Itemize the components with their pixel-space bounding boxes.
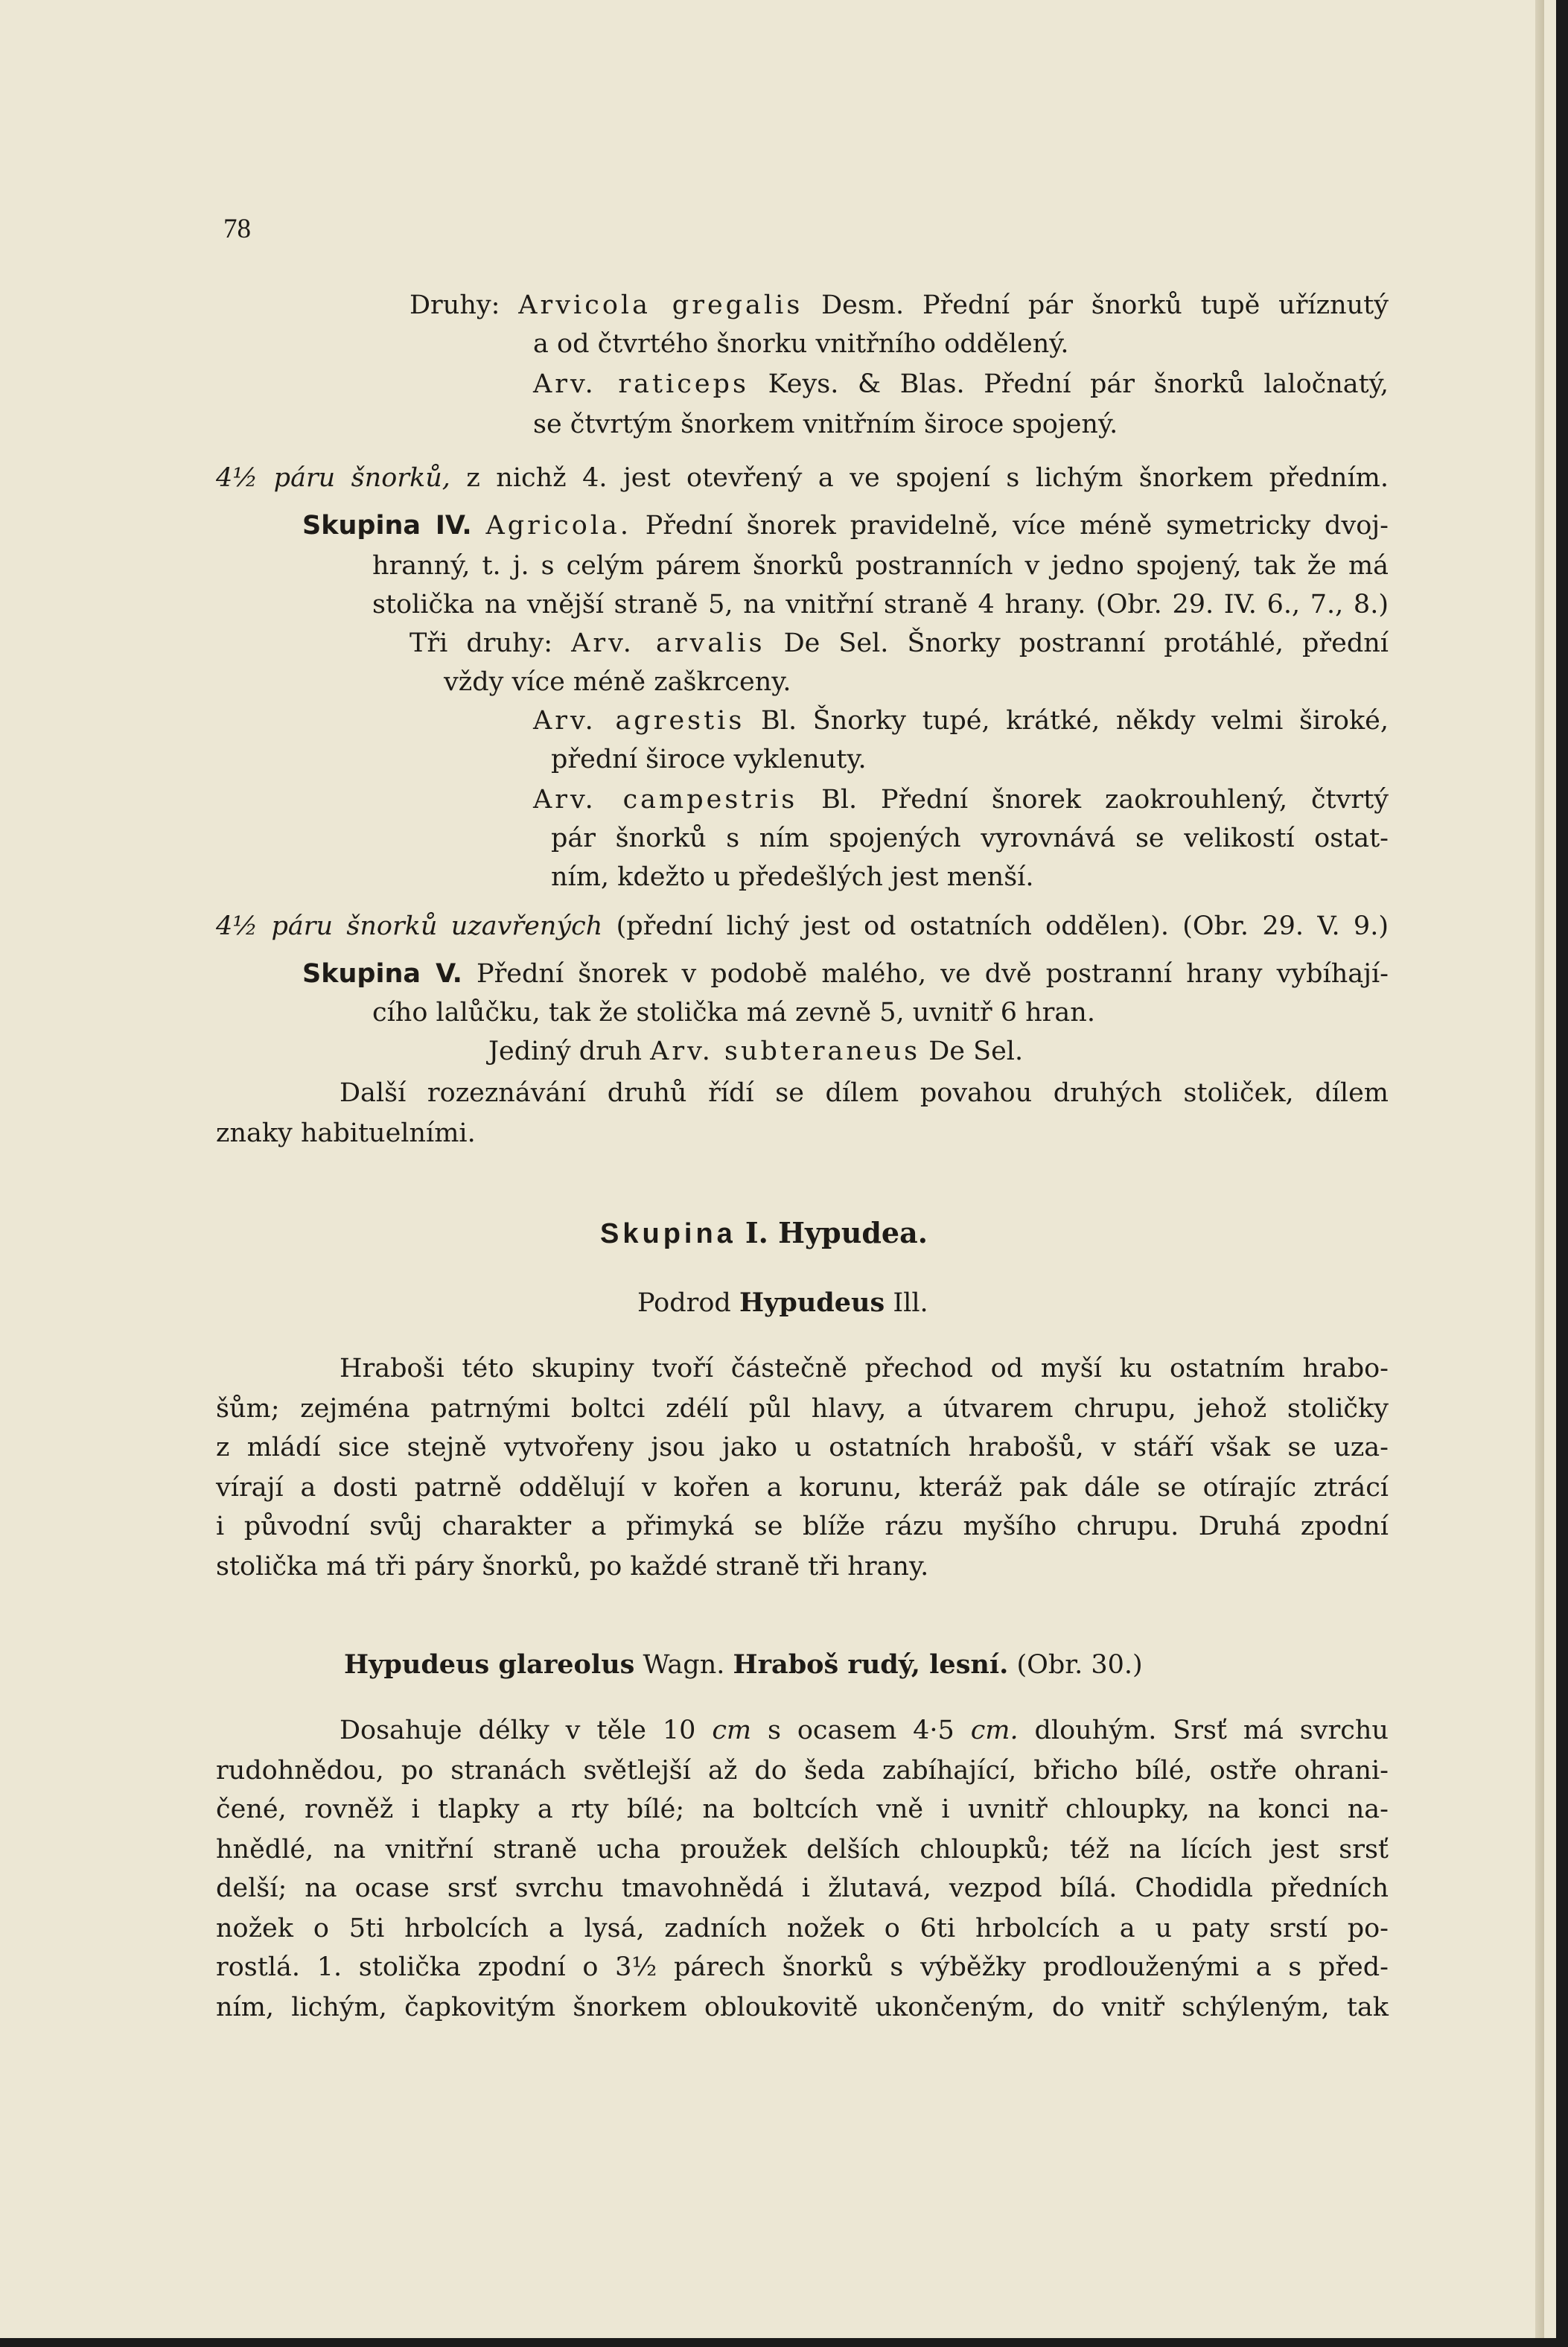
text-line: Arv. campestris Bl. Přední šnorek zaokrouhlený, čtvrtý xyxy=(533,785,1389,815)
text-line: Skupina IV. Agricola. Přední šnorek pravidelně, více méně symetricky dvoj- xyxy=(302,511,1389,541)
text-line: nožek o 5ti hrbolcích a lysá, zadních nožek o 6ti hrbolcích a u paty srstí po- xyxy=(216,1914,1389,1943)
text-line: rostlá. 1. stolička zpodní o 3½ párech šnorků s výběžky prodlouženými a s před- xyxy=(216,1952,1389,1982)
text-line: hranný, t. j. s celým párem šnorků postranních v jedno spojený, tak že má xyxy=(372,551,1389,581)
text-line: šům; zejména patrnými boltci zdélí půl hlavy, a útvarem chrupu, jehož stoličky xyxy=(216,1394,1389,1424)
text-line: vírají a dosti patrně oddělují v kořen a korunu, kteráž pak dále se otírajíc ztrácí xyxy=(216,1473,1389,1503)
text-line: ním, kdežto u předešlých jest menší. xyxy=(551,862,1034,892)
text-line: i původní svůj charakter a přimyká se blíže rázu myšího chrupu. Druhá zpodní xyxy=(216,1512,1389,1541)
text-line: se čtvrtým šnorkem vnitřním široce spojený. xyxy=(533,410,1118,439)
text-line: pár šnorků s ním spojených vyrovnává se velikostí ostat- xyxy=(551,824,1389,853)
text-line: hnědlé, na vnitřní straně ucha proužek delších chloupků; též na lících jest srsť xyxy=(216,1835,1389,1864)
text-line: Dosahuje délky v těle 10 cm s ocasem 4·5 cm. dlouhým. Srsť má svrchu xyxy=(340,1716,1389,1745)
text-line: 4½ páru šnorků, z nichž 4. jest otevřený a ve spojení s lichým šnorkem předním. xyxy=(216,463,1389,493)
text-line: Arv. agrestis Bl. Šnorky tupé, krátké, někdy velmi široké, xyxy=(533,706,1389,736)
species-heading: Hypudeus glareolus Wagn. Hraboš rudý, lesní. (Obr. 30.) xyxy=(344,1649,1143,1680)
text-line: Tři druhy: Arv. arvalis De Sel. Šnorky postranní protáhlé, přední xyxy=(409,628,1389,658)
text-line: cího lalůčku, tak že stolička má zevně 5, uvnitř 6 hran. xyxy=(372,998,1095,1028)
text-line: a od čtvrtého šnorku vnitřního oddělený. xyxy=(533,329,1069,359)
text-line: čené, rovněž i tlapky a rty bílé; na boltcích vně i uvnitř chloupky, na konci na- xyxy=(216,1795,1389,1824)
text-line: z mládí sice stejně vytvořeny jsou jako u ostatních hrabošů, v stáří však se uza- xyxy=(216,1433,1389,1462)
text-line: stolička má tři páry šnorků, po každé straně tři hrany. xyxy=(216,1552,929,1582)
subgenus-heading: Podrod Hypudeus Ill. xyxy=(637,1287,928,1318)
text-line: Arv. raticeps Keys. & Blas. Přední pár šnorků laločnatý, xyxy=(533,369,1389,399)
text-line: rudohnědou, po stranách světlejší až do šeda zabíhající, břicho bílé, ostře ohrani- xyxy=(216,1756,1389,1786)
text-line: Hraboši této skupiny tvoří částečně přechod od myší ku ostatním hrabo- xyxy=(340,1354,1389,1383)
text-line: stolička na vnější straně 5, na vnitřní straně 4 hrany. (Obr. 29. IV. 6., 7., 8.) xyxy=(372,590,1389,620)
page-edge xyxy=(1535,0,1544,2338)
text-line: znaky habituelními. xyxy=(216,1118,476,1148)
section-heading: Skupina I. Hypudea. xyxy=(600,1216,928,1249)
text-line: Druhy: Arvicola gregalis Desm. Přední pár šnorků tupě uříznutý xyxy=(409,290,1389,320)
text-line: 4½ páru šnorků uzavřených (přední lichý jest od ostatních oddělen). (Obr. 29. V. 9.) xyxy=(216,911,1389,941)
text-line: vždy více méně zaškrceny. xyxy=(444,667,791,697)
page-number: 78 xyxy=(223,214,251,244)
text-line: přední široce vyklenuty. xyxy=(551,745,867,774)
text-line: ním, lichým, čapkovitým šnorkem obloukovitě ukončeným, do vnitř schýleným, tak xyxy=(216,1993,1389,2022)
text-line: Další rozeznávání druhů řídí se dílem povahou druhých stoliček, dílem xyxy=(340,1078,1389,1108)
text-line: delší; na ocase srsť svrchu tmavohnědá i žlutavá, vezpod bílá. Chodidla předních xyxy=(216,1873,1389,1903)
text-line: Skupina V. Přední šnorek v podobě malého, ve dvě postranní hrany vybíhají- xyxy=(302,959,1389,989)
text-line: Jediný druh Arv. subteraneus De Sel. xyxy=(488,1036,1024,1066)
